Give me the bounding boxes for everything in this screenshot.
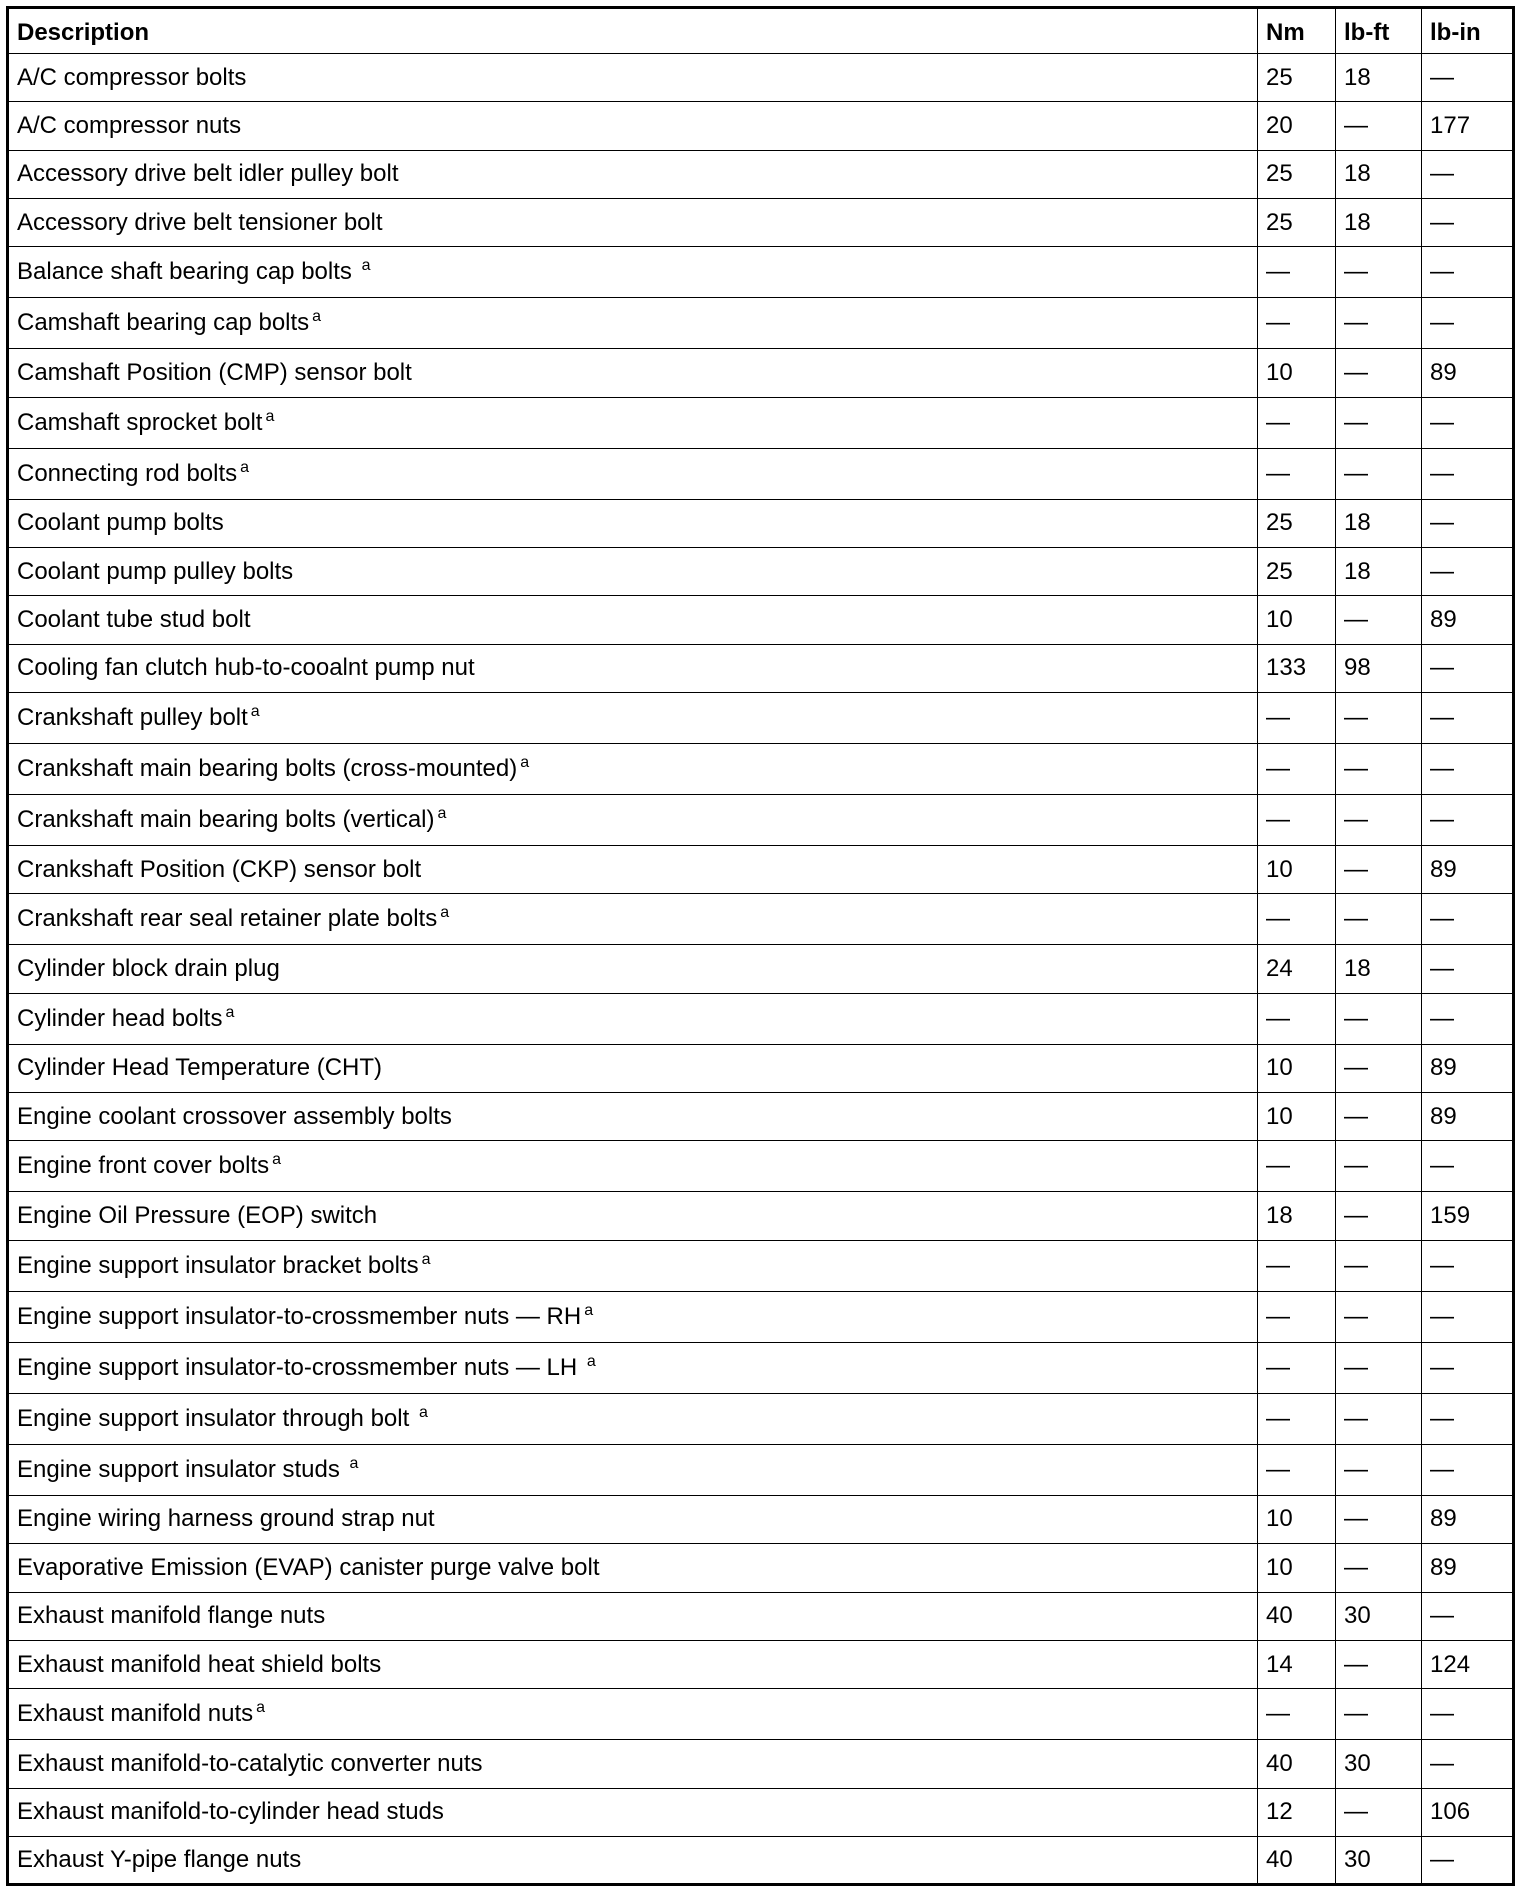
nm-cell: 10 [1258, 1044, 1336, 1092]
footnote-marker: a [240, 458, 250, 476]
table-row [8, 397, 1514, 448]
table-row [8, 1788, 1514, 1836]
table-row [8, 1640, 1514, 1688]
table-row [8, 1044, 1514, 1092]
nm-cell: — [1258, 1689, 1336, 1740]
lbin-cell: 124 [1422, 1640, 1514, 1688]
lbft-cell: — [1336, 1393, 1422, 1444]
lbft-cell: 18 [1336, 548, 1422, 596]
lbft-cell: — [1336, 1141, 1422, 1192]
lbin-cell: — [1422, 1444, 1514, 1495]
description-text: Crankshaft main bearing bolts (cross-mounted) [17, 755, 518, 783]
description-text: Engine wiring harness ground strap nut [17, 1505, 435, 1533]
description-cell [8, 1192, 1258, 1240]
description-cell [8, 499, 1258, 547]
description-cell [8, 298, 1258, 349]
description-text: Exhaust manifold-to-cylinder head studs [17, 1798, 444, 1826]
lbft-cell: 30 [1336, 1592, 1422, 1640]
description-text: A/C compressor bolts [17, 63, 247, 91]
lbin-cell: 89 [1422, 846, 1514, 894]
description-text: Engine Oil Pressure (EOP) switch [17, 1202, 378, 1230]
lbft-cell: — [1336, 744, 1422, 795]
description-text: Engine support insulator bracket bolts [17, 1251, 419, 1279]
table-header [8, 8, 1514, 54]
description-cell [8, 596, 1258, 644]
table-row [8, 1093, 1514, 1141]
nm-cell: — [1258, 1342, 1336, 1393]
nm-cell: 24 [1258, 945, 1336, 993]
nm-cell: — [1258, 1141, 1336, 1192]
description-cell [8, 1592, 1258, 1640]
description-text: Balance shaft bearing cap bolts [17, 258, 359, 286]
description-text: Coolant pump bolts [17, 509, 224, 537]
description-cell [8, 1444, 1258, 1495]
lbft-cell: — [1336, 397, 1422, 448]
footnote-marker: a [250, 703, 260, 721]
description-text: Exhaust Y-pipe flange nuts [17, 1846, 302, 1874]
lbft-cell: 18 [1336, 499, 1422, 547]
lbin-cell: — [1422, 1592, 1514, 1640]
table-body [8, 54, 1514, 1885]
description-text: A/C compressor nuts [17, 112, 242, 140]
description-text: Exhaust manifold heat shield bolts [17, 1650, 382, 1678]
description-cell [8, 1291, 1258, 1342]
description-text: Connecting rod bolts [17, 459, 238, 487]
table-row [8, 298, 1514, 349]
description-text: Engine support insulator studs [17, 1455, 347, 1483]
description-cell [8, 54, 1258, 102]
lbft-cell: — [1336, 1291, 1422, 1342]
footnote-marker: a [272, 1151, 282, 1169]
footnote-marker: a [437, 805, 447, 823]
description-text: Exhaust manifold flange nuts [17, 1602, 326, 1630]
nm-cell: 10 [1258, 846, 1336, 894]
lbin-cell: 89 [1422, 596, 1514, 644]
table-row [8, 548, 1514, 596]
lbft-cell: — [1336, 1192, 1422, 1240]
lbft-cell: — [1336, 349, 1422, 397]
lbft-cell: 98 [1336, 644, 1422, 692]
table-row [8, 1444, 1514, 1495]
table-row [8, 693, 1514, 744]
description-text: Cylinder head bolts [17, 1004, 223, 1032]
nm-cell: 20 [1258, 102, 1336, 150]
footnote-marker: a [421, 1250, 431, 1268]
nm-cell: 40 [1258, 1740, 1336, 1788]
lbft-cell: — [1336, 1689, 1422, 1740]
lbft-cell: — [1336, 1788, 1422, 1836]
description-cell [8, 693, 1258, 744]
lbft-cell: — [1336, 1044, 1422, 1092]
lbft-cell: — [1336, 1544, 1422, 1592]
header-description: Description [8, 8, 1258, 54]
table-row [8, 644, 1514, 692]
description-text: Engine front cover bolts [17, 1152, 270, 1180]
description-text: Crankshaft main bearing bolts (vertical) [17, 806, 435, 834]
lbin-cell: — [1422, 1141, 1514, 1192]
lbin-cell: — [1422, 1740, 1514, 1788]
nm-cell: 12 [1258, 1788, 1336, 1836]
nm-cell: 25 [1258, 54, 1336, 102]
table-row [8, 150, 1514, 198]
table-row [8, 1836, 1514, 1884]
nm-cell: — [1258, 448, 1336, 499]
lbin-cell: — [1422, 199, 1514, 247]
description-cell [8, 448, 1258, 499]
lbin-cell: — [1422, 1393, 1514, 1444]
table-row [8, 894, 1514, 945]
description-text: Camshaft bearing cap bolts [17, 309, 310, 337]
description-cell [8, 102, 1258, 150]
lbin-cell: — [1422, 744, 1514, 795]
description-text: Cylinder block drain plug [17, 955, 280, 983]
table-row [8, 993, 1514, 1044]
description-text: Exhaust manifold nuts [17, 1700, 254, 1728]
description-cell [8, 1788, 1258, 1836]
table-row [8, 54, 1514, 102]
description-cell [8, 993, 1258, 1044]
lbin-cell: — [1422, 1291, 1514, 1342]
table-row [8, 199, 1514, 247]
nm-cell: 25 [1258, 199, 1336, 247]
lbin-cell: — [1422, 1836, 1514, 1884]
table-row [8, 1689, 1514, 1740]
header-lbin: lb-in [1422, 8, 1514, 54]
lbin-cell: 89 [1422, 1044, 1514, 1092]
footnote-marker: a [584, 1301, 594, 1319]
description-cell [8, 1141, 1258, 1192]
nm-cell: — [1258, 894, 1336, 945]
description-text: Accessory drive belt idler pulley bolt [17, 160, 399, 188]
lbft-cell: — [1336, 298, 1422, 349]
lbin-cell: — [1422, 397, 1514, 448]
lbin-cell: — [1422, 945, 1514, 993]
table-row [8, 596, 1514, 644]
table-row [8, 1141, 1514, 1192]
lbft-cell: 30 [1336, 1740, 1422, 1788]
lbft-cell: — [1336, 102, 1422, 150]
lbin-cell: — [1422, 693, 1514, 744]
lbft-cell: — [1336, 448, 1422, 499]
lbft-cell: 18 [1336, 945, 1422, 993]
nm-cell: 133 [1258, 644, 1336, 692]
description-text: Camshaft sprocket bolt [17, 408, 263, 436]
description-text: Crankshaft rear seal retainer plate bolts [17, 905, 438, 933]
footnote-marker: a [312, 308, 322, 326]
description-cell [8, 548, 1258, 596]
description-cell [8, 1044, 1258, 1092]
table-row [8, 744, 1514, 795]
lbin-cell: — [1422, 548, 1514, 596]
nm-cell: 25 [1258, 150, 1336, 198]
nm-cell: 40 [1258, 1836, 1336, 1884]
footnote-marker: a [256, 1699, 266, 1717]
description-text: Engine support insulator through bolt [17, 1404, 416, 1432]
lbin-cell: — [1422, 150, 1514, 198]
description-text: Cylinder Head Temperature (CHT) [17, 1054, 383, 1082]
table-row [8, 846, 1514, 894]
lbin-cell: — [1422, 247, 1514, 298]
nm-cell: 10 [1258, 1093, 1336, 1141]
description-text: Engine coolant crossover assembly bolts [17, 1102, 452, 1130]
footnote-marker: a [586, 1352, 596, 1370]
nm-cell: — [1258, 1291, 1336, 1342]
nm-cell: 18 [1258, 1192, 1336, 1240]
description-cell [8, 1393, 1258, 1444]
nm-cell: — [1258, 298, 1336, 349]
lbin-cell: 106 [1422, 1788, 1514, 1836]
lbft-cell: — [1336, 693, 1422, 744]
footnote-marker: a [418, 1403, 428, 1421]
lbin-cell: — [1422, 894, 1514, 945]
description-text: Coolant tube stud bolt [17, 606, 251, 634]
lbin-cell: — [1422, 448, 1514, 499]
lbin-cell: 177 [1422, 102, 1514, 150]
footnote-marker: a [361, 257, 371, 275]
lbft-cell: — [1336, 993, 1422, 1044]
table-row [8, 349, 1514, 397]
description-cell [8, 199, 1258, 247]
footnote-marker: a [440, 904, 450, 922]
table-row [8, 945, 1514, 993]
lbft-cell: 18 [1336, 54, 1422, 102]
lbft-cell: 18 [1336, 199, 1422, 247]
lbft-cell: — [1336, 247, 1422, 298]
lbft-cell: — [1336, 1640, 1422, 1688]
description-cell [8, 1689, 1258, 1740]
table-row [8, 499, 1514, 547]
nm-cell: — [1258, 993, 1336, 1044]
lbin-cell: — [1422, 1342, 1514, 1393]
nm-cell: 14 [1258, 1640, 1336, 1688]
lbin-cell: 159 [1422, 1192, 1514, 1240]
lbin-cell: — [1422, 499, 1514, 547]
description-text: Crankshaft Position (CKP) sensor bolt [17, 855, 422, 883]
nm-cell: — [1258, 247, 1336, 298]
lbft-cell: — [1336, 1342, 1422, 1393]
table-row [8, 1592, 1514, 1640]
lbft-cell: 30 [1336, 1836, 1422, 1884]
lbft-cell: — [1336, 596, 1422, 644]
lbin-cell: — [1422, 298, 1514, 349]
nm-cell: 10 [1258, 1544, 1336, 1592]
nm-cell: — [1258, 1444, 1336, 1495]
description-cell [8, 894, 1258, 945]
description-text: Crankshaft pulley bolt [17, 704, 248, 732]
nm-cell: 40 [1258, 1592, 1336, 1640]
description-text: Exhaust manifold-to-catalytic converter nuts [17, 1749, 483, 1777]
lbin-cell: — [1422, 795, 1514, 846]
lbft-cell: — [1336, 1093, 1422, 1141]
lbft-cell: — [1336, 1495, 1422, 1543]
nm-cell: — [1258, 693, 1336, 744]
description-cell [8, 1640, 1258, 1688]
lbin-cell: — [1422, 644, 1514, 692]
description-text: Camshaft Position (CMP) sensor bolt [17, 359, 412, 387]
description-cell [8, 397, 1258, 448]
lbft-cell: 18 [1336, 150, 1422, 198]
description-cell [8, 945, 1258, 993]
lbin-cell: — [1422, 1689, 1514, 1740]
description-cell [8, 1342, 1258, 1393]
description-cell [8, 349, 1258, 397]
description-cell [8, 247, 1258, 298]
lbft-cell: — [1336, 894, 1422, 945]
lbin-cell: 89 [1422, 1544, 1514, 1592]
nm-cell: 25 [1258, 548, 1336, 596]
nm-cell: 25 [1258, 499, 1336, 547]
table-row [8, 1192, 1514, 1240]
nm-cell: — [1258, 744, 1336, 795]
table-row [8, 1393, 1514, 1444]
nm-cell: 10 [1258, 1495, 1336, 1543]
torque-spec-table [6, 6, 1515, 1886]
table-row [8, 1291, 1514, 1342]
table-row [8, 1740, 1514, 1788]
table-row [8, 1544, 1514, 1592]
footnote-marker: a [520, 754, 530, 772]
table-row [8, 1342, 1514, 1393]
nm-cell: 10 [1258, 349, 1336, 397]
nm-cell: — [1258, 397, 1336, 448]
description-cell [8, 744, 1258, 795]
lbin-cell: 89 [1422, 1093, 1514, 1141]
footnote-marker: a [349, 1454, 359, 1472]
lbft-cell: — [1336, 1240, 1422, 1291]
lbft-cell: — [1336, 795, 1422, 846]
nm-cell: 10 [1258, 596, 1336, 644]
table-row [8, 1240, 1514, 1291]
description-cell [8, 644, 1258, 692]
table-row [8, 247, 1514, 298]
description-text: Cooling fan clutch hub-to-cooalnt pump nut [17, 654, 475, 682]
footnote-marker: a [265, 407, 275, 425]
description-cell [8, 1836, 1258, 1884]
description-text: Evaporative Emission (EVAP) canister purge valve bolt [17, 1553, 600, 1581]
description-text: Accessory drive belt tensioner bolt [17, 208, 383, 236]
description-text: Engine support insulator-to-crossmember nuts — LH [17, 1353, 584, 1381]
footnote-marker: a [225, 1003, 235, 1021]
nm-cell: — [1258, 795, 1336, 846]
nm-cell: — [1258, 1240, 1336, 1291]
lbft-cell: — [1336, 846, 1422, 894]
table-row [8, 795, 1514, 846]
table-row [8, 1495, 1514, 1543]
description-text: Coolant pump pulley bolts [17, 557, 294, 585]
lbin-cell: — [1422, 54, 1514, 102]
lbin-cell: — [1422, 1240, 1514, 1291]
description-cell [8, 795, 1258, 846]
header-lbft: lb-ft [1336, 8, 1422, 54]
table-row [8, 102, 1514, 150]
lbin-cell: — [1422, 993, 1514, 1044]
header-nm: Nm [1258, 8, 1336, 54]
description-cell [8, 1544, 1258, 1592]
description-cell [8, 1240, 1258, 1291]
description-cell [8, 150, 1258, 198]
description-text: Engine support insulator-to-crossmember nuts — RH [17, 1302, 582, 1330]
description-cell [8, 1495, 1258, 1543]
description-cell [8, 1740, 1258, 1788]
header-row [8, 8, 1514, 54]
lbin-cell: 89 [1422, 1495, 1514, 1543]
table-row [8, 448, 1514, 499]
description-cell [8, 1093, 1258, 1141]
lbin-cell: 89 [1422, 349, 1514, 397]
description-cell [8, 846, 1258, 894]
nm-cell: — [1258, 1393, 1336, 1444]
lbft-cell: — [1336, 1444, 1422, 1495]
